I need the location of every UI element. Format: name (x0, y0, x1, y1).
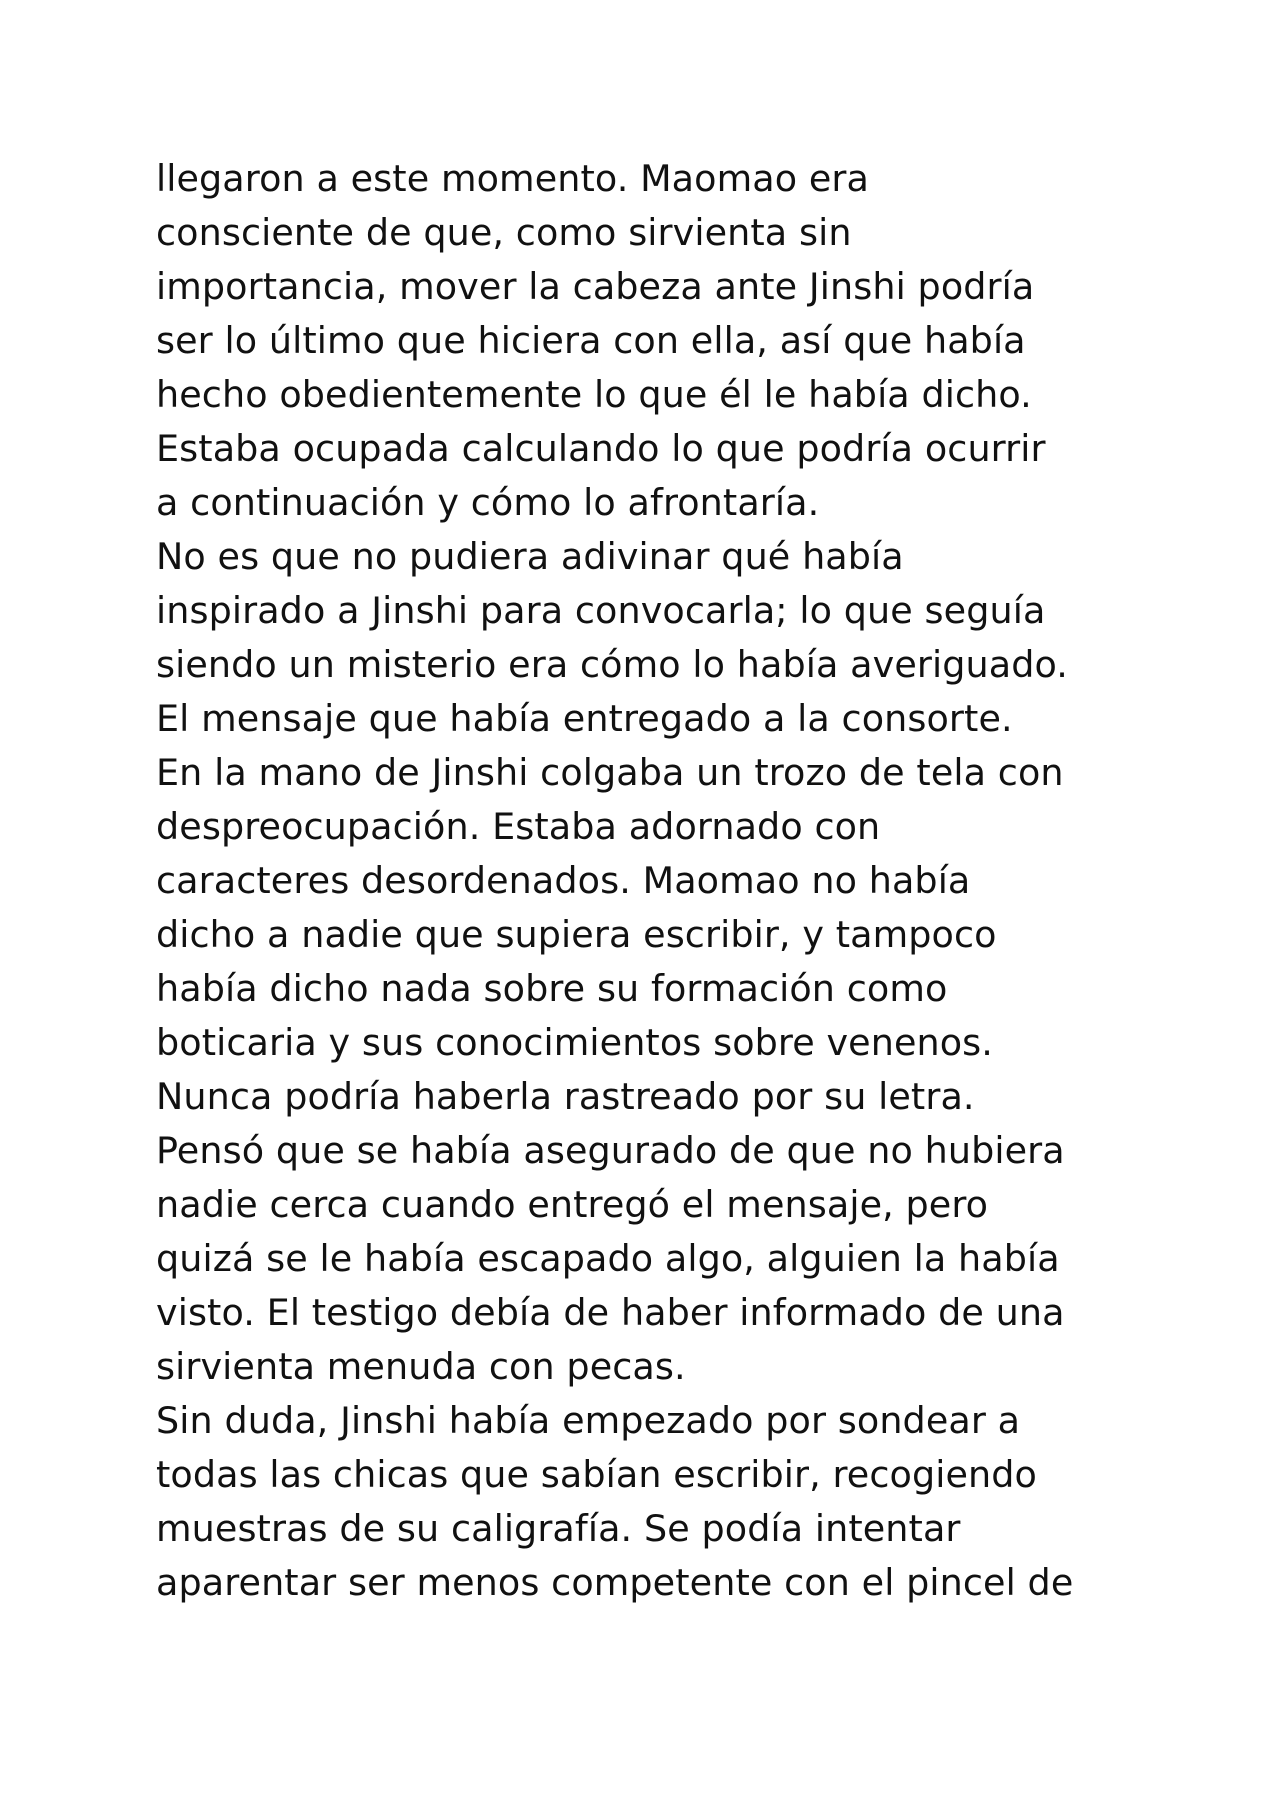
text-line: boticaria y sus conocimientos sobre venenos. (156, 1021, 994, 1064)
body-text (156, 152, 1166, 1610)
text-line: ser lo último que hiciera con ella, así que había (156, 319, 1026, 362)
text-line: había dicho nada sobre su formación como (156, 967, 948, 1010)
text-line: Sin duda, Jinshi había empezado por sondear a (156, 1399, 1021, 1442)
text-line: consciente de que, como sirvienta sin (156, 211, 852, 254)
text-line: siendo un misterio era cómo lo había averiguado. (156, 643, 1068, 686)
text-line: dicho a nadie que supiera escribir, y tampoco (156, 913, 997, 956)
text-line: En la mano de Jinshi colgaba un trozo de tela con (156, 751, 1064, 794)
text-line: Nunca podría haberla rastreado por su letra. (156, 1075, 975, 1118)
text-line: El mensaje que había entregado a la consorte. (156, 697, 1013, 740)
text-line: inspirado a Jinshi para convocarla; lo que seguía (156, 589, 1046, 632)
text-line: Estaba ocupada calculando lo que podría ocurrir (156, 427, 1046, 470)
text-line: llegaron a este momento. Maomao era (156, 157, 869, 200)
text-line: Pensó que se había asegurado de que no hubiera (156, 1129, 1065, 1172)
text-line: importancia, mover la cabeza ante Jinshi podría (156, 265, 1035, 308)
text-line: visto. El testigo debía de haber informado de una (156, 1291, 1065, 1334)
text-line: muestras de su caligrafía. Se podía intentar (156, 1507, 961, 1550)
text-line: hecho obedientemente lo que él le había dicho. (156, 373, 1032, 416)
text-line: quizá se le había escapado algo, alguien la había (156, 1237, 1060, 1280)
text-line: a continuación y cómo lo afrontaría. (156, 481, 820, 524)
text-line: todas las chicas que sabían escribir, recogiendo (156, 1453, 1037, 1496)
text-line: No es que no pudiera adivinar qué había (156, 535, 904, 578)
text-line: aparentar ser menos competente con el pincel de (156, 1561, 1074, 1604)
text-line: nadie cerca cuando entregó el mensaje, pero (156, 1183, 989, 1226)
text-line: despreocupación. Estaba adornado con (156, 805, 881, 848)
text-line: caracteres desordenados. Maomao no había (156, 859, 971, 902)
text-line: sirvienta menuda con pecas. (156, 1345, 686, 1388)
